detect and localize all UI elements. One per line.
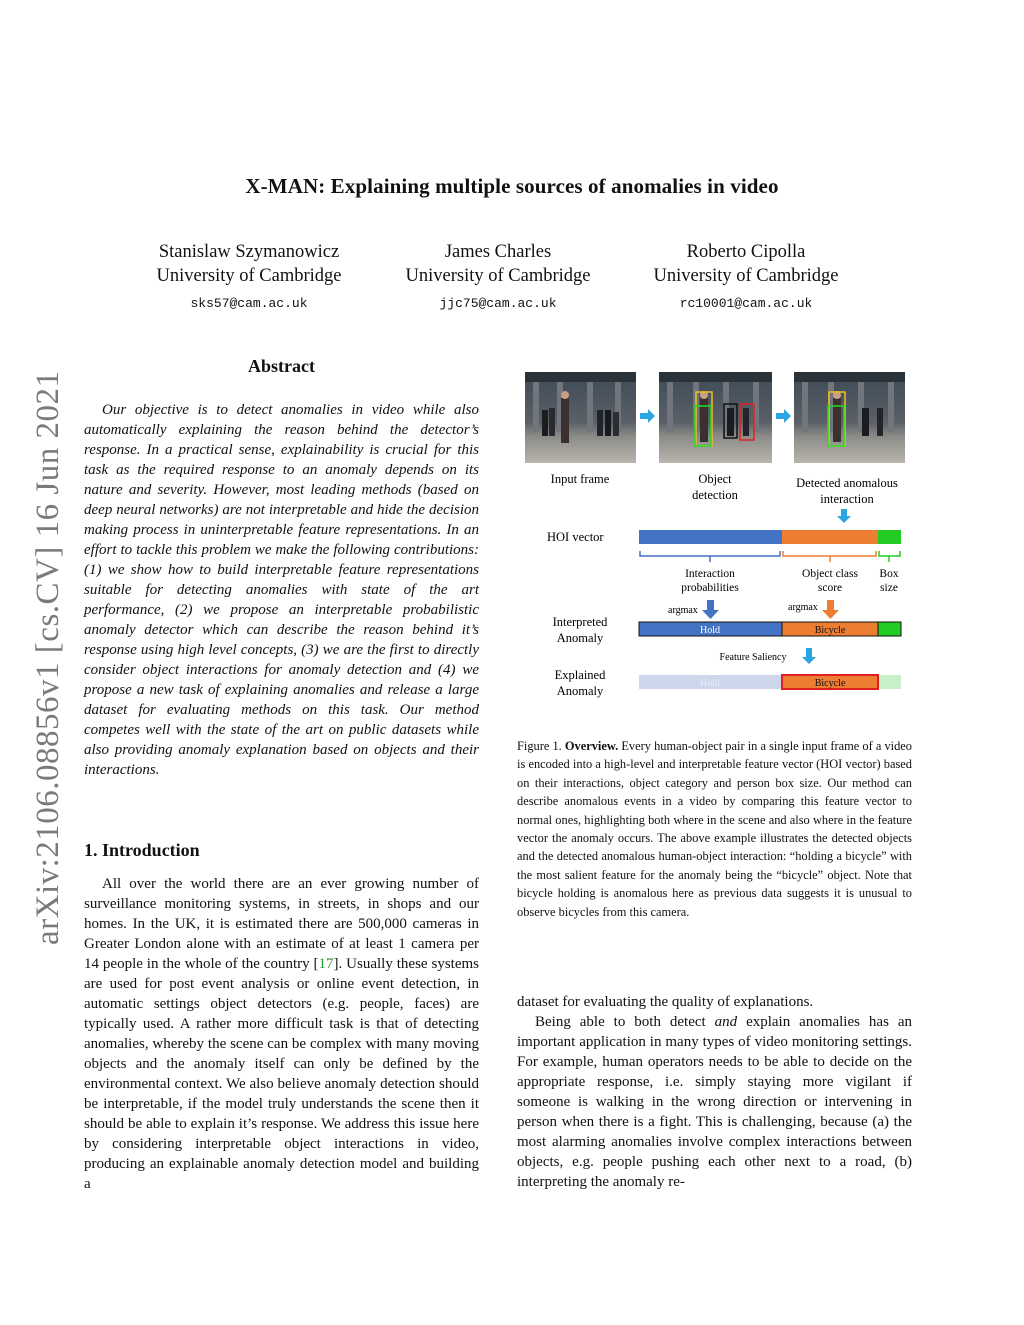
arxiv-watermark: arXiv:2106.08856v1 [cs.CV] 16 Jun 2021 [30,370,66,945]
label-object-detection: Object [698,472,732,486]
object-detection-image [659,372,772,463]
arrow-down-icon [822,600,839,619]
abstract-heading: Abstract [248,356,315,376]
detected-anomaly-image [794,372,905,463]
author-email[interactable]: jjc75@cam.ac.uk [439,296,557,311]
para2-text-2: explain anomalies has an important application in many types of video monitoring settings. For example, human operators needs to be able to decide on the appropriate response, i.e. simply staying more vigilant if someone is walking in the wrong direction or intervening in person when there is a fight. This is challenging, because (a) the most alarming anomalies involve complex interactions between objects, e.g. people pushing each other next to a road, (b) interpreting the anomaly re- [517,1014,912,1190]
label-interaction-probabilities: Interaction [685,568,735,580]
label-argmax-right: argmax [788,602,818,613]
label-input-frame: Input frame [550,472,610,486]
label-interpreted: Interpreted [552,615,608,629]
paragraph-2 [517,1012,912,1192]
author-1 [129,240,369,316]
hoi-segment-object-class [782,530,878,544]
brace-interaction [640,551,780,556]
author-affiliation: University of Cambridge [653,266,839,286]
label-box-size-2: size [880,582,898,594]
author-name: Stanislaw Szymanowicz [158,242,340,262]
label-detected-anomalous: Detected anomalous [796,476,898,490]
author-3 [626,240,866,316]
label-explained-2: Anomaly [556,684,604,698]
author-name: James Charles [444,242,552,262]
label-object-detection-2: detection [692,488,738,502]
label-bicycle-explained: Bicycle [814,678,846,689]
section-heading-introduction: 1. Introduction [84,840,200,860]
brace-box-size [879,551,900,556]
label-hold: Hold [700,625,720,636]
arrow-right-icon [776,409,791,423]
arrow-down-icon [702,600,719,619]
label-interaction-probabilities-2: probabilities [681,582,739,594]
intro-text-2: ]. Usually these systems are used for post event analysis or online event detection, in automatic settings object detectors (e.g. people, faces) are typically used. A rather more difficult task is that of detecting anomalies, whereby the scene can be complex with many moving objects and the anomaly itself can only be defined by the environmental context. We also believe anomaly detection should be interpretable, if the model truly understands the scene then it should be able to explain it’s response. We address this issue here by considering interpretable object interactions in video, producing an explainable anomaly detection model and building a [84,956,479,1192]
author-affiliation: University of Cambridge [156,266,342,286]
label-interpreted-2: Anomaly [556,631,604,645]
para2-emphasis: and [714,1014,738,1030]
para2-text-1: Being able to both detect [535,1014,715,1030]
citation-link[interactable]: 17 [318,956,334,972]
figure-caption [517,737,912,921]
label-argmax-left: argmax [668,605,698,616]
arrow-down-icon [802,648,816,664]
hoi-segment-box-size [878,530,901,544]
label-hold-faded: Hold [700,678,720,689]
label-object-class-score: Object class [802,568,858,580]
label-explained: Explained [554,668,606,682]
intro-text-1: All over the world there are an ever growing number of surveillance monitoring systems, in streets, in shops and our homes. In the UK, it is estimated there are 500,000 cameras in Greater London alone with an estimate of at least 1 camera per 14 people in the whole of the country [ [84,876,479,972]
label-feature-saliency: Feature Saliency [719,652,787,663]
caption-label: Figure 1. [517,739,562,753]
interpreted-segment-box [878,622,901,636]
explained-segment-box [879,675,901,689]
author-2 [378,240,618,316]
label-hoi-vector: HOI vector [547,530,604,544]
label-box-size: Box [879,568,899,580]
author-email[interactable]: rc10001@cam.ac.uk [679,296,813,311]
author-name: Roberto Cipolla [686,242,806,262]
abstract-body: Our objective is to detect anomalies in video while also automatically explaining the reason behind the detector’s response. In a practical sense, explainability is crucial for this task as the required response to an anomaly depends on its nature and severity. However, most leading methods (based on deep neural networks) are not interpretable and hide the decision making process in uninterpretable feature representations. In an effort to tackle this problem we make the following contributions: (1) we show how to build interpretable feature representations suitable for detecting anomalies with state of the art performance, (2) we propose an interpretable probabilistic anomaly detector which can describe the reason behind it’s response using high level concepts, (3) we are the first to directly consider object interactions for anomaly detection and (4) we propose a new task of explaining anomalies and release a large dataset for evaluating methods on this task. Our method competes well with the state of the art on public datasets while also providing anomaly explanation based on objects and their interactions. [84,402,479,778]
introduction-body [84,874,479,1194]
figure-1 [517,368,912,708]
right-column-body [517,992,912,1192]
label-detected-anomalous-2: interaction [820,492,874,506]
arrow-right-icon [640,409,655,423]
brace-object-class [783,551,876,556]
input-frame-image [525,372,636,463]
caption-text: Every human-object pair in a single input frame of a video is encoded into a high-level and interpretable feature vector (HOI vector) based on their interactions, object category and person box size. Our method can describe anomalous events in a video by comparing this feature vector to normal ones, highlighting both where in the scene and also where in the feature vector the anomaly occurs. The above example illustrates the detected objects and the detected anomalous human-object interaction: “holding a bicycle” with the most salient feature for the anomaly being the “bicycle” object. Note that bicycle holding is anomalous here as previous data suggests it is unusual to observe bicycles from this camera. [517,739,912,919]
caption-bold: Overview. [564,739,619,753]
label-object-class-score-2: score [817,582,843,594]
author-email[interactable]: sks57@cam.ac.uk [190,296,308,311]
paper-title: X-MAN: Explaining multiple sources of anomalies in video [245,174,779,198]
figure-diagram [517,368,912,708]
hoi-segment-interaction [639,530,782,544]
continuation-paragraph: dataset for evaluating the quality of explanations. [517,994,814,1010]
arrow-down-icon [837,509,851,523]
label-bicycle: Bicycle [814,625,846,636]
author-affiliation: University of Cambridge [405,266,591,286]
